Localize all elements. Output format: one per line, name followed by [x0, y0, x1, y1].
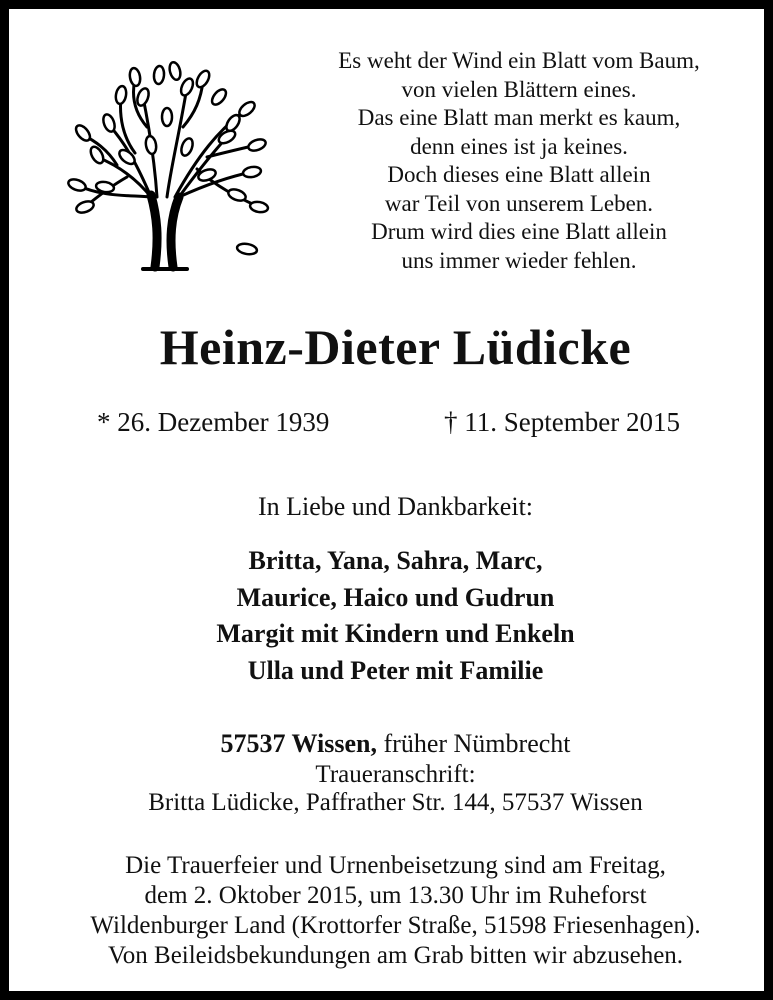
poem-line: Es weht der Wind ein Blatt vom Baum,	[338, 48, 700, 73]
service-line: Wildenburger Land (Krottorfer Straße, 51598 Friesenhagen).	[90, 912, 701, 939]
mourners-line: Ulla und Peter mit Familie	[247, 655, 544, 685]
mourning-address	[9, 727, 773, 817]
poem-line: war Teil von unserem Leben.	[384, 190, 654, 216]
poem	[289, 47, 749, 275]
mourners-line: Margit mit Kindern und Enkeln	[216, 619, 575, 648]
poem-line: Das eine Blatt man merkt es kaum,	[357, 105, 681, 130]
poem-line: Doch dieses eine Blatt allein	[387, 162, 651, 187]
dedication-line: In Liebe und Dankbarkeit:	[257, 492, 534, 521]
address-label: Traueranschrift:	[315, 761, 476, 788]
residence-line	[9, 727, 773, 761]
residence-former: früher Nümbrecht	[377, 729, 571, 758]
service-details	[9, 851, 773, 971]
poem-line: uns immer wieder fehlen.	[401, 247, 637, 273]
poem-line: Drum wird dies eine Blatt allein	[371, 219, 667, 244]
mourners-line: Maurice, Haico und Gudrun	[236, 582, 555, 612]
residence-city: 57537 Wissen,	[220, 729, 378, 758]
poem-line: denn eines ist ja keines.	[410, 133, 628, 159]
deceased-name: Heinz-Dieter Lüdicke	[159, 319, 632, 375]
tree-icon	[47, 57, 287, 277]
address-line: Britta Lüdicke, Paffrather Str. 144, 57537 Wissen	[148, 789, 643, 816]
service-line: Die Trauerfeier und Urnenbeisetzung sind am Freitag,	[125, 852, 666, 879]
death-date: † 11. September 2015	[444, 407, 680, 437]
service-line: dem 2. Oktober 2015, um 13.30 Uhr im Ruheforst	[144, 882, 647, 909]
poem-line: von vielen Blättern eines.	[401, 76, 637, 102]
birth-date: * 26. Dezember 1939	[97, 407, 330, 437]
service-line: Von Beileidsbekundungen am Grab bitten wir abzusehen.	[107, 942, 684, 969]
mourners-line: Britta, Yana, Sahra, Marc,	[248, 546, 543, 575]
mourners-list	[9, 543, 773, 689]
